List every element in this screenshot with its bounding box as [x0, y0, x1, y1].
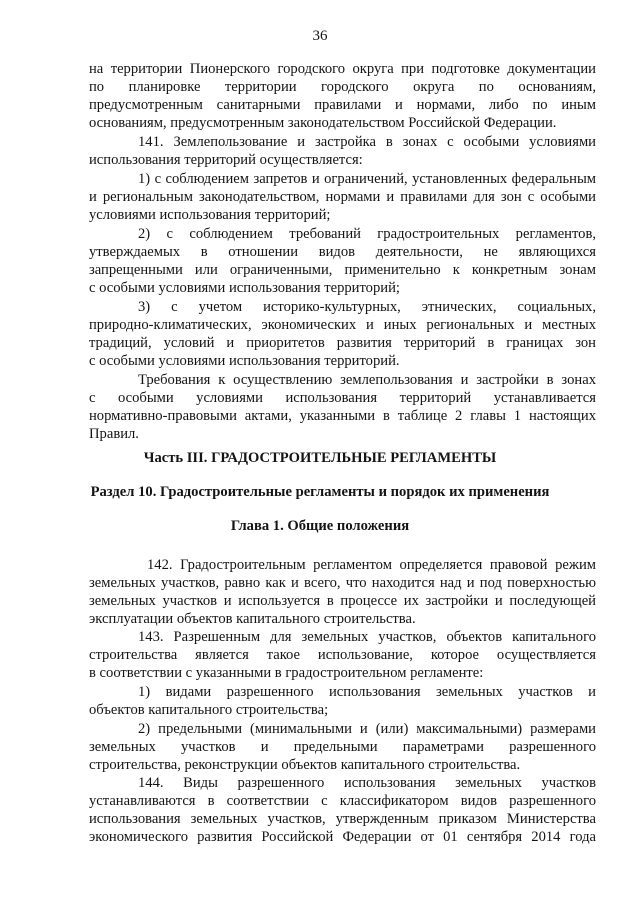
text-line: объектов капитального строительства;	[89, 702, 329, 718]
text-line: по планировке территории городского округа по основаниям,	[89, 79, 596, 95]
text-line: на территории Пионерского городского округа при подготовке документации	[89, 61, 596, 77]
page-number: 36	[312, 28, 328, 44]
text-line: предусмотренным санитарными правилами и нормами, либо по иным	[89, 97, 596, 113]
text-line: устанавливаются в соответствии с классификатором видов разрешенного	[89, 793, 596, 809]
text-line: нормативно-правовыми актами, указанными в таблице 2 главы 1 настоящих	[89, 408, 596, 424]
text-line: Правил.	[89, 426, 139, 442]
text-line: строительства является такое использование, которое осуществляется	[89, 647, 596, 663]
text-line: использования земельных участков, утвержденным приказом Министерства	[89, 811, 596, 827]
text-line: природно-климатических, экономических и иных региональных и местных	[89, 317, 596, 333]
text-line: Требования к осуществлению землепользования и застройки в зонах	[138, 372, 596, 388]
text-line: 1) с соблюдением запретов и ограничений, установленных федеральным	[138, 171, 596, 187]
text-line: экономического развития Российской Федерации от 01 сентября 2014 года	[89, 829, 596, 845]
text-line: в соответствии с указанными в градостроительном регламенте:	[89, 665, 484, 681]
text-line: 2) с соблюдением требований градостроительных регламентов,	[138, 226, 596, 242]
text-line: земельных участков, равно как и всего, что находится над и под поверхностью	[89, 575, 596, 591]
text-line: 141. Землепользование и застройка в зонах с особыми условиями	[138, 134, 596, 150]
text-line: и региональным законодательством, нормами и правилами для зон с особыми	[89, 189, 596, 205]
text-line: 144. Виды разрешенного использования земельных участков	[138, 775, 596, 791]
text-line: с особыми условиями использования территорий.	[89, 353, 400, 369]
text-line: строительства, реконструкции объектов капитального строительства.	[89, 757, 521, 773]
text-line: земельных участков и предельными параметрами разрешенного	[89, 739, 596, 755]
text-line: эксплуатации объектов капитального строительства.	[89, 611, 416, 627]
text-line: 3) с учетом историко-культурных, этнических, социальных,	[138, 299, 596, 315]
text-line: основаниям, предусмотренным законодательством Российской Федерации.	[89, 115, 557, 131]
text-line: с особыми условиями использования территорий;	[89, 280, 400, 296]
text-line: 142. Градостроительным регламентом определяется правовой режим	[147, 557, 596, 573]
text-line: традиций, условий и приоритетов развития территорий в границах зон	[89, 335, 596, 351]
text-line: 2) предельными (минимальными и (или) максимальными) размерами	[138, 721, 596, 737]
text-line: земельных участков и используется в процессе их застройки и последующей	[89, 593, 596, 609]
part-heading: Часть III. ГРАДОСТРОИТЕЛЬНЫЕ РЕГЛАМЕНТЫ	[143, 450, 497, 466]
text-line: 1) видами разрешенного использования земельных участков и	[138, 684, 596, 700]
section-heading: Раздел 10. Градостроительные регламенты и порядок их применения	[90, 484, 550, 500]
text-line: условиями использования территорий;	[89, 207, 331, 223]
text-line: утверждаемых в отношении видов деятельности, не являющихся	[89, 244, 596, 260]
text-line: 143. Разрешенным для земельных участков, объектов капитального	[138, 629, 596, 645]
chapter-heading: Глава 1. Общие положения	[230, 518, 410, 534]
text-line: запрещенными или ограниченными, применительно к конкретным зонам	[89, 262, 596, 278]
text-line: использования территорий осуществляется:	[89, 152, 363, 168]
text-line: с особыми условиями использования территорий устанавливается	[89, 390, 596, 406]
